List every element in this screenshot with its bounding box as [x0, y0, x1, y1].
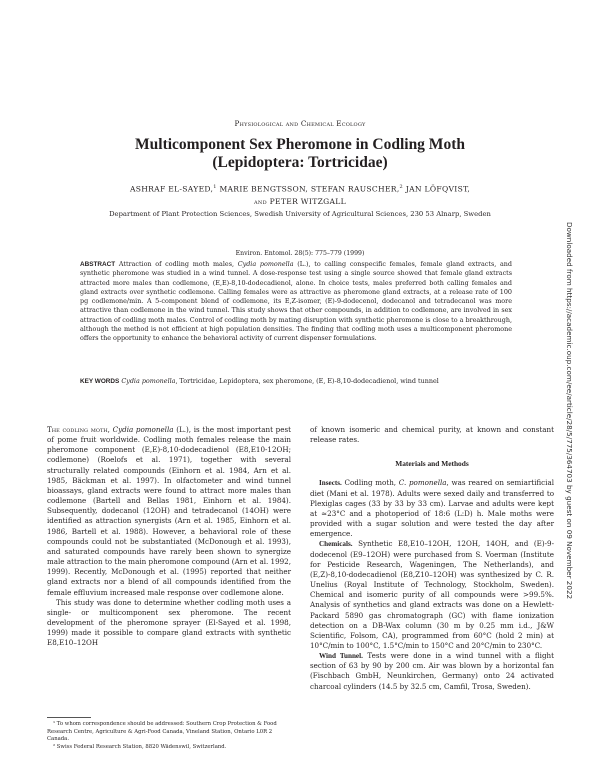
author-3-sup: 2 [399, 184, 404, 190]
footnote-divider [47, 717, 91, 718]
insects-paragraph [310, 478, 554, 539]
abstract-species: Cydia pomonella [237, 260, 294, 268]
title-line-2: (Lepidoptera: Tortricidae) [212, 154, 388, 171]
wind-tunnel-text: Tests were done in a wind tunnel with a flight section of 63 by 90 by 200 cm. Air was blown by a horizontal fan (Fischbach GmbH, Neunkirchen, Germany) onto 24 activated charcoal cylinders (14.5 by 32.5 cm, Camfil, Trosa, Sweden). [310, 651, 554, 691]
article-title [0, 136, 600, 172]
download-watermark-text: Downloaded from https://academic.oup.com/ee/article/28/5/775/364703 by guest on 09 November 2022 [565, 222, 574, 600]
methods-heading: Materials and Methods [395, 459, 469, 469]
right-column [310, 425, 554, 692]
author-1-sup: 1 [213, 184, 217, 190]
wind-tunnel-lead: Wind Tunnel. [319, 652, 363, 661]
download-watermark [565, 222, 575, 747]
insects-species: C. pomonella [398, 478, 447, 488]
section-label [0, 119, 600, 128]
wind-tunnel-paragraph [310, 651, 554, 692]
chemicals-lead: Chemicals. [319, 540, 353, 549]
abstract [80, 260, 512, 344]
author-2-3: MARIE BENGTSSON, STEFAN RAUSCHER, [216, 184, 400, 194]
footnote-1: ¹ To whom correspondence should be addressed: Southern Crop Protection & Food Research Centre, Agriculture & Agri-Food Canada, Vineland Station, Ontario L0R 2 Canada. [47, 721, 277, 742]
abstract-text-b: (L.), to calling conspecific females, female gland extracts, and synthetic pheromone was studied in a wind tunnel. A dose-response test using a single source showed that female gland extracts attracted more males than codlemone, (E,E)-8,10-dodecadienol, alone. In choice tests, males preferred both calling females and gland extracts over synthetic codlemone. Calling females were as attractive as pheromone gland extracts, at a release rate of 100 pg codlemone/min. A 5-component blend of codlemone, its E,Z-isomer, (E)-9-dodecenol, dodecanol and tetradecanol was more attractive than codlemone in the wind tunnel. This study shows that other compounds, in addition to codlemone, are involved in sex attraction of codling moth males. Control of codling moth by mating disruption with synthetic pheromone is close to a breakthrough, although the method is not efficient at high population densities. The finding that codling moth uses a multicomponent pheromone offers the opportunity to enhance the behavioral activity of current dispenser formulations. [80, 260, 512, 343]
insects-text-b: , was reared on semiartificial diet (Mani et al. 1978). Adults were sexed daily and transferred to Plexiglas cages (33 by 33 by 33 cm). Larvae and adults were kept at ≈23°C and a photoperiod of 18:6 (L:D) h. Male moths were provided with a sugar solution and were tested the day after emergence. [310, 478, 554, 539]
keywords [80, 377, 512, 387]
insects-text-a: Codling moth, [341, 478, 399, 488]
journal-citation: Environ. Entomol. 28(5): 775–779 (1999) [235, 250, 365, 257]
keywords-species: Cydia pomonella [121, 377, 176, 385]
abstract-label: ABSTRACT [80, 261, 116, 268]
intro-p1-species: Cydia pomonella [112, 425, 174, 434]
author-line-2: and PETER WITZGALL [254, 196, 346, 206]
intro-paragraph-3: of known isomeric and chemical purity, at known and constant release rates. [310, 425, 554, 445]
insects-lead: Insects. [319, 479, 342, 488]
section-label-text: Physiological and Chemical Ecology [234, 119, 366, 128]
intro-p1-text: (L.), is the most important pest of pome fruit worldwide. Codling moth females release the main pheromone component (E,E)-8,10-dodecadienol (E8,E10-12OH; codlemone) (Roelofs et al. 1971), together with several structurally related compounds (Einhorn et al. 1984, Arn et al. 1985, Bäckman et al. 1997). In olfactometer and wind tunnel bioassays, gland extracts were found to attract more males than codlemone (Bartell and Bellas 1981, Einhorn et al. 1984). Subsequently, dodecanol (12OH) and tetradecanol (14OH) were identified as attraction synergists (Arn et al. 1985, Einhorn et al. 1986, Bartell et al. 1988). However, a behavioral role of these compounds could not be substantiated (McDonough et al. 1993), and saturated compounds have rarely been shown to synergize male attraction to the main pheromone compound (Arn et al. 1992, 1999). Recently, McDonough et al. (1995) reported that neither gland extracts nor a blend of all compounds identified from the female effluvium increased male response over codlemone alone. [47, 425, 291, 597]
chemicals-text: Synthetic E8,E10–12OH, 12OH, 14OH, and (E)-9-dodecenol (E9–12OH) were purchased from S. Voerman (Institute for Pesticide Research, Wageningen, The Netherlands), and (E,Z)-8,10-dodecadienol (E8,Z10–12OH) was synthesized by C. R. Unelius (Royal Institute of Technology, Stockholm, Sweden). Chemical and isomeric purity of all compounds were >99.5%. Analysis of synthetics and gland extracts was done on a Hewlett-Packard 5890 gas chromatograph (GC) with flame ionization detection on a DB-Wax column (30 m by 0.25 mm i.d., J&W Scientific, Folsom, CA), programmed from 60°C (hold 2 min) at 10°C/min to 100°C, 1.5°C/min to 150°C and 20°C/min to 230°C. [310, 539, 554, 650]
author-4: JAN LÖFQVIST, [403, 184, 471, 194]
author-line-1 [50, 181, 550, 196]
affiliation: Department of Plant Protection Sciences, Swedish University of Agricultural Sciences, 230 53 Alnarp, Sweden [109, 210, 491, 218]
chemicals-paragraph [310, 539, 554, 651]
intro-paragraph-2: This study was done to determine whether codling moth uses a single- or multicomponent sex pheromone. The recent development of the pheromone sprayer (El-Sayed et al. 1998, 1999) made it possible to compare gland extracts with synthetic E8,E10–12OH [47, 597, 291, 648]
footnote-2: ² Swiss Federal Research Station, 8820 Wädenswil, Switzerland. [53, 743, 227, 750]
abstract-text-a: Attraction of codling moth males, [118, 260, 238, 268]
author-1: ASHRAF EL-SAYED, [129, 184, 214, 194]
author-list [50, 181, 550, 208]
left-column [47, 425, 291, 648]
intro-p1-start: The codling moth, [47, 425, 113, 434]
title-line-1: Multicomponent Sex Pheromone in Codling Moth [135, 136, 465, 153]
keywords-label: KEY WORDS [80, 378, 120, 385]
footnotes [47, 721, 293, 751]
keywords-text: , Tortricidae, Lepidoptera, sex pheromone, (E, E)-8,10-dodecadienol, wind tunnel [175, 377, 439, 385]
intro-paragraph-1 [47, 425, 291, 598]
